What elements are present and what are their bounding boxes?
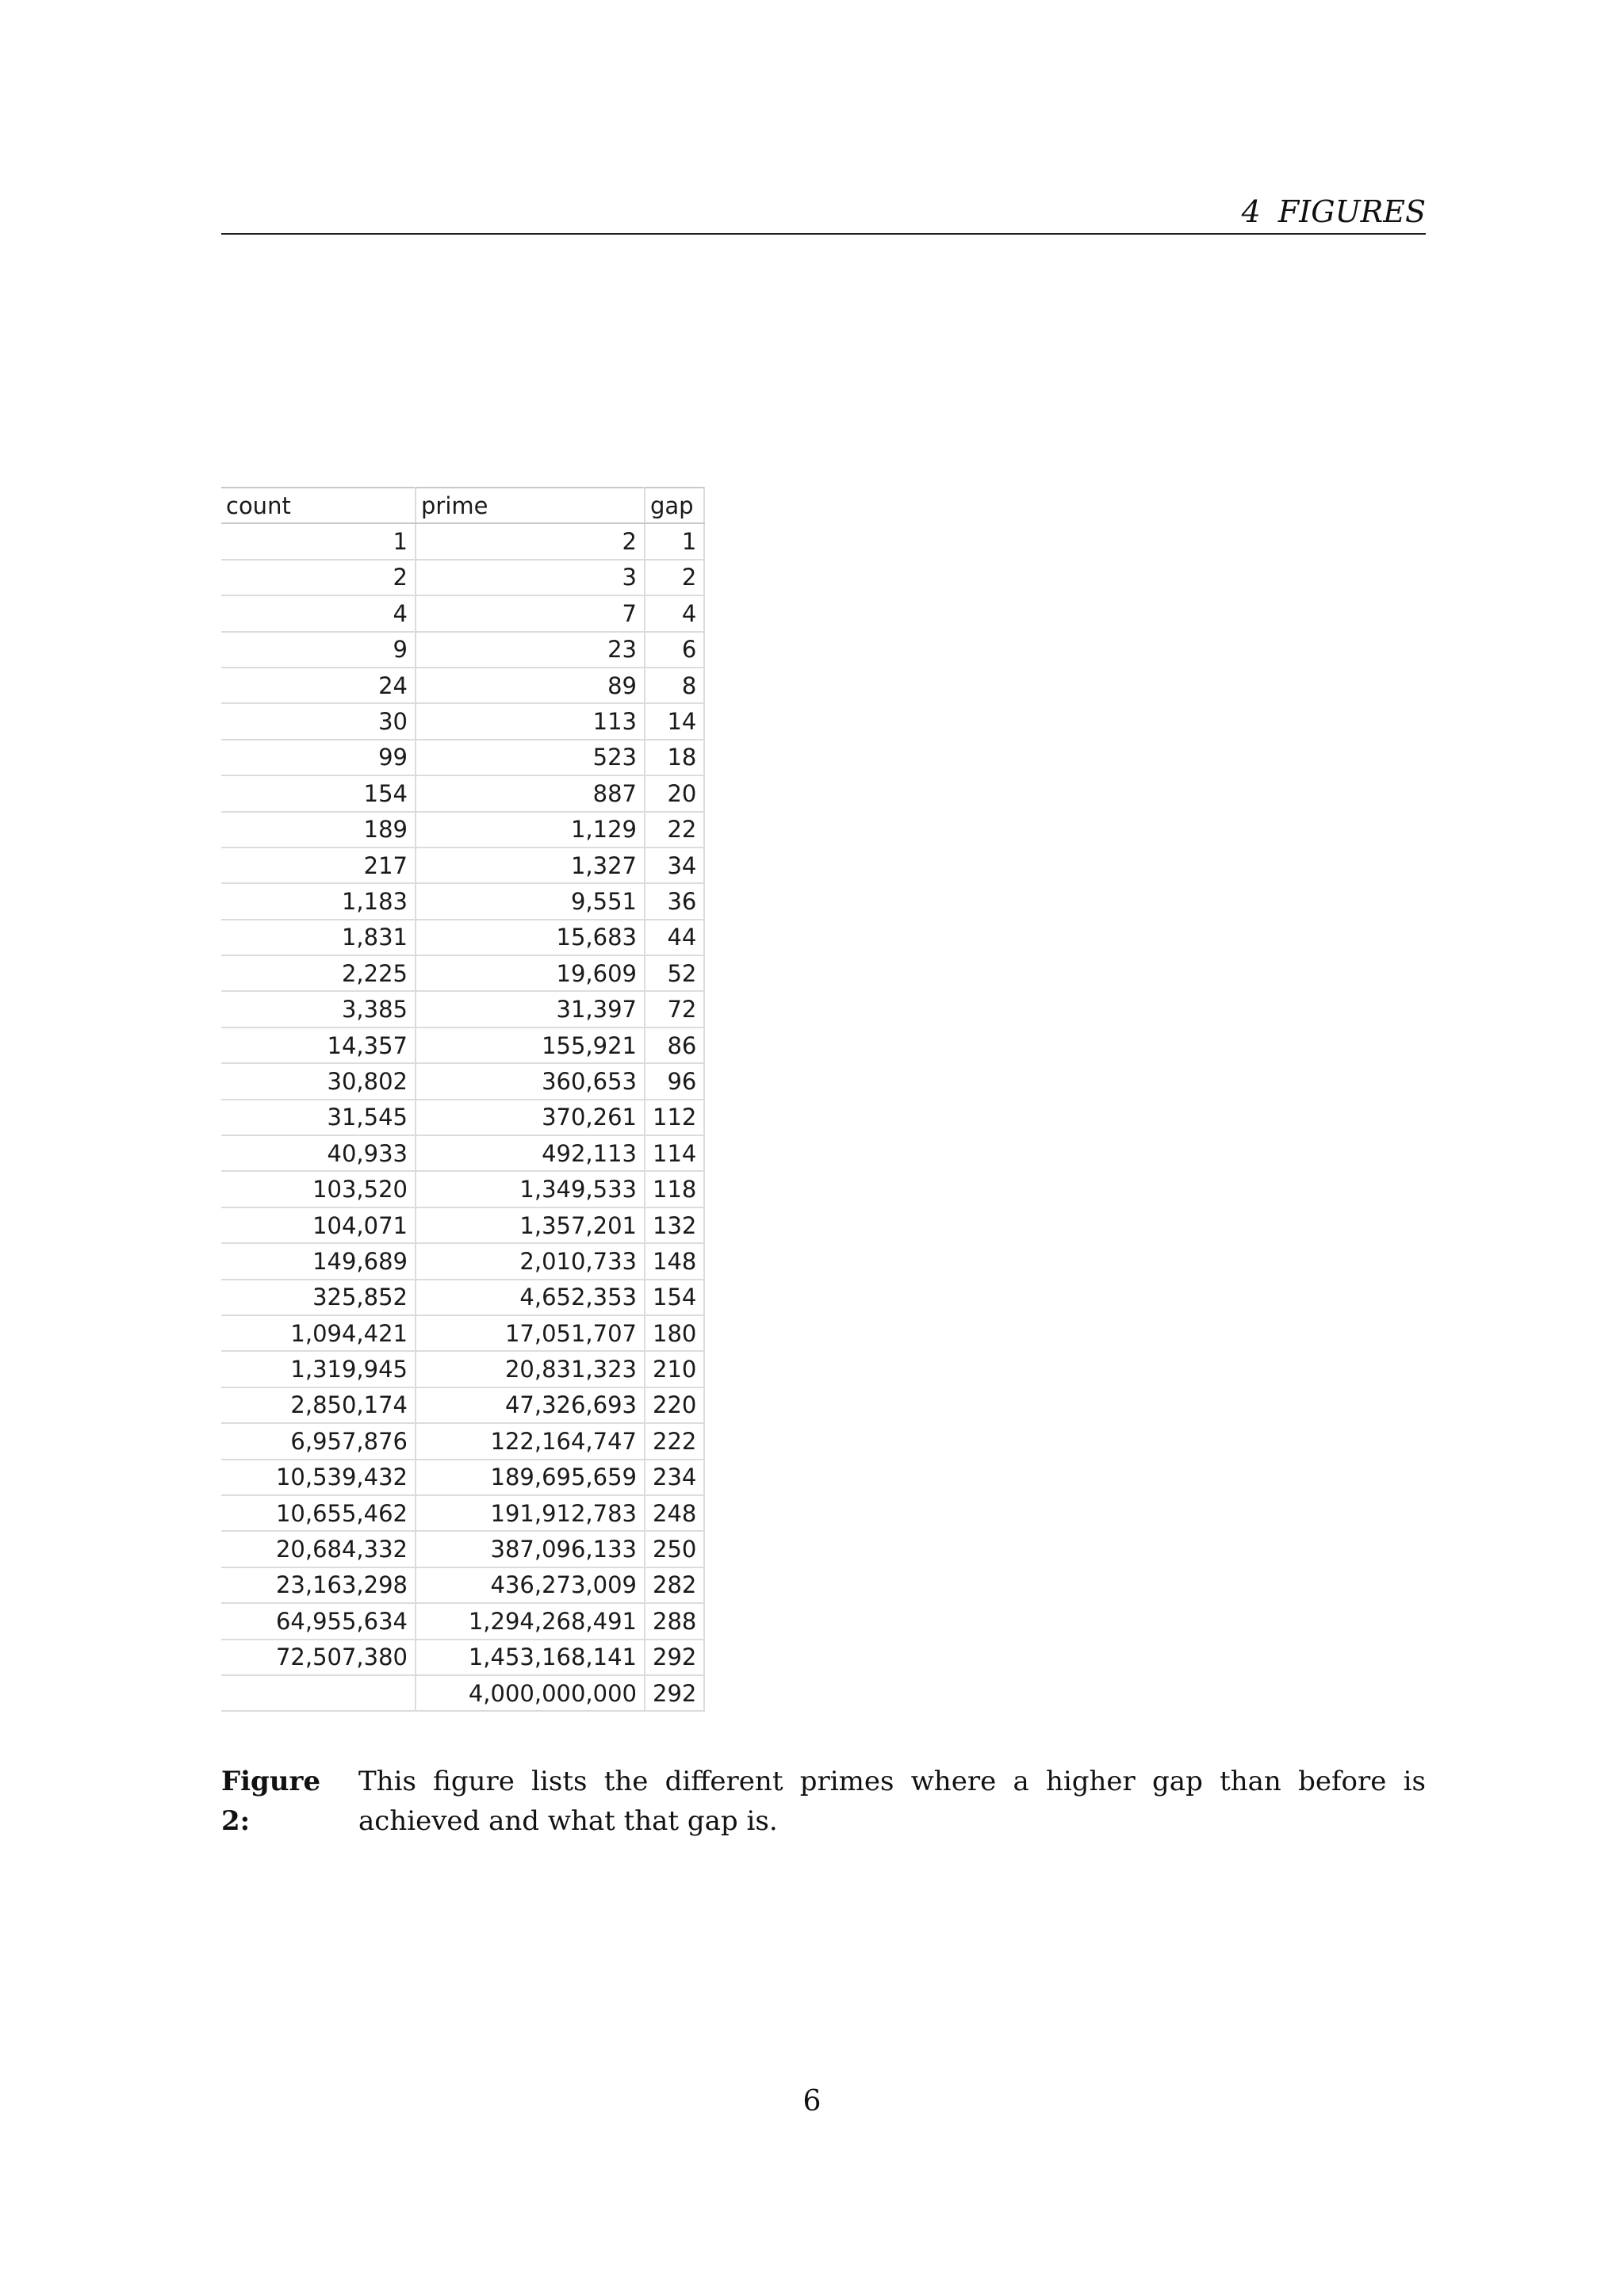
table-row [221,1063,704,1099]
table-row [221,812,704,848]
count-cell: 2,225 [221,955,416,991]
table-row [221,1640,704,1675]
gap-cell: 154 [645,1280,704,1315]
count-cell: 1,831 [221,920,416,955]
gap-cell: 86 [645,1027,704,1063]
table-row [221,595,704,631]
gap-cell: 4 [645,595,704,631]
prime-cell: 492,113 [416,1135,645,1171]
count-cell: 40,933 [221,1135,416,1171]
prime-cell: 189,695,659 [416,1460,645,1495]
table-row [221,1027,704,1063]
count-cell: 103,520 [221,1171,416,1207]
gap-cell: 52 [645,955,704,991]
count-cell: 1 [221,523,416,559]
prime-cell: 15,683 [416,920,645,955]
section-title: FIGURES [1277,194,1426,229]
prime-cell: 4,652,353 [416,1280,645,1315]
count-cell: 149,689 [221,1243,416,1279]
count-cell [221,1675,416,1711]
count-cell: 2 [221,560,416,595]
prime-cell: 9,551 [416,883,645,919]
count-cell: 4 [221,595,416,631]
column-header-count: count [221,488,416,523]
gap-cell: 114 [645,1135,704,1171]
gap-cell: 14 [645,703,704,739]
gap-cell: 210 [645,1351,704,1387]
count-cell: 1,319,945 [221,1351,416,1387]
count-cell: 217 [221,848,416,883]
table-row [221,1460,704,1495]
column-header-prime: prime [416,488,645,523]
caption-label: Figure 2: [221,1766,321,1837]
prime-cell: 113 [416,703,645,739]
column-header-gap: gap [645,488,704,523]
gap-cell: 8 [645,668,704,703]
table-row [221,668,704,703]
prime-cell: 155,921 [416,1027,645,1063]
count-cell: 31,545 [221,1100,416,1135]
table-row [221,740,704,775]
table-row [221,775,704,811]
prime-cell: 89 [416,668,645,703]
table-header-row [221,488,704,523]
count-cell: 6,957,876 [221,1423,416,1459]
count-cell: 10,539,432 [221,1460,416,1495]
count-cell: 154 [221,775,416,811]
count-cell: 104,071 [221,1207,416,1243]
count-cell: 99 [221,740,416,775]
prime-cell: 436,273,009 [416,1567,645,1603]
gap-cell: 1 [645,523,704,559]
table-row [221,523,704,559]
prime-cell: 31,397 [416,991,645,1027]
table-body [221,523,704,1711]
prime-cell: 1,349,533 [416,1171,645,1207]
prime-gap-table [221,487,705,1712]
gap-cell: 234 [645,1460,704,1495]
table-row [221,1280,704,1315]
gap-cell: 220 [645,1387,704,1423]
count-cell: 23,163,298 [221,1567,416,1603]
prime-cell: 47,326,693 [416,1387,645,1423]
prime-cell: 3 [416,560,645,595]
prime-cell: 2 [416,523,645,559]
count-cell: 9 [221,632,416,668]
prime-cell: 20,831,323 [416,1351,645,1387]
table-row [221,632,704,668]
gap-cell: 2 [645,560,704,595]
table-row [221,1387,704,1423]
gap-cell: 112 [645,1100,704,1135]
count-cell: 325,852 [221,1280,416,1315]
gap-cell: 292 [645,1640,704,1675]
gap-cell: 250 [645,1531,704,1567]
count-cell: 30 [221,703,416,739]
table-row [221,1423,704,1459]
table-row [221,1315,704,1351]
table-row [221,883,704,919]
gap-cell: 148 [645,1243,704,1279]
page-number: 6 [802,2085,822,2118]
gap-cell: 20 [645,775,704,811]
count-cell: 20,684,332 [221,1531,416,1567]
table-row [221,1495,704,1531]
count-cell: 3,385 [221,991,416,1027]
gap-cell: 96 [645,1063,704,1099]
gap-cell: 248 [645,1495,704,1531]
caption-text: This figure lists the different primes where a higher gap than before is achieved and what that gap is. [358,1766,1426,1837]
prime-cell: 523 [416,740,645,775]
table-row [221,1603,704,1639]
prime-cell: 387,096,133 [416,1531,645,1567]
prime-cell: 19,609 [416,955,645,991]
count-cell: 14,357 [221,1027,416,1063]
count-cell: 72,507,380 [221,1640,416,1675]
prime-cell: 1,129 [416,812,645,848]
prime-cell: 122,164,747 [416,1423,645,1459]
prime-cell: 1,453,168,141 [416,1640,645,1675]
table-row [221,560,704,595]
figure-caption [221,1762,1426,1841]
gap-cell: 18 [645,740,704,775]
prime-cell: 2,010,733 [416,1243,645,1279]
table-row [221,848,704,883]
prime-cell: 4,000,000,000 [416,1675,645,1711]
prime-cell: 191,912,783 [416,1495,645,1531]
gap-cell: 22 [645,812,704,848]
gap-cell: 282 [645,1567,704,1603]
prime-cell: 360,653 [416,1063,645,1099]
prime-cell: 1,294,268,491 [416,1603,645,1639]
table-row [221,991,704,1027]
count-cell: 64,955,634 [221,1603,416,1639]
count-cell: 1,094,421 [221,1315,416,1351]
prime-cell: 370,261 [416,1100,645,1135]
prime-cell: 7 [416,595,645,631]
count-cell: 30,802 [221,1063,416,1099]
table-row [221,955,704,991]
table-row [221,920,704,955]
gap-cell: 36 [645,883,704,919]
gap-cell: 44 [645,920,704,955]
table-row [221,1531,704,1567]
gap-cell: 180 [645,1315,704,1351]
gap-cell: 72 [645,991,704,1027]
prime-cell: 17,051,707 [416,1315,645,1351]
table-row [221,1135,704,1171]
table-row [221,1171,704,1207]
count-cell: 2,850,174 [221,1387,416,1423]
count-cell: 10,655,462 [221,1495,416,1531]
gap-cell: 118 [645,1171,704,1207]
table-row [221,703,704,739]
prime-cell: 23 [416,632,645,668]
count-cell: 189 [221,812,416,848]
table-row [221,1100,704,1135]
gap-cell: 222 [645,1423,704,1459]
table-row [221,1567,704,1603]
gap-cell: 288 [645,1603,704,1639]
gap-cell: 6 [645,632,704,668]
count-cell: 1,183 [221,883,416,919]
prime-cell: 1,327 [416,848,645,883]
table-row [221,1675,704,1711]
prime-cell: 887 [416,775,645,811]
running-header [221,190,1426,235]
count-cell: 24 [221,668,416,703]
gap-cell: 132 [645,1207,704,1243]
table-row [221,1243,704,1279]
table-row [221,1207,704,1243]
section-number: 4 [1241,194,1261,229]
gap-cell: 292 [645,1675,704,1711]
table-row [221,1351,704,1387]
prime-cell: 1,357,201 [416,1207,645,1243]
gap-cell: 34 [645,848,704,883]
